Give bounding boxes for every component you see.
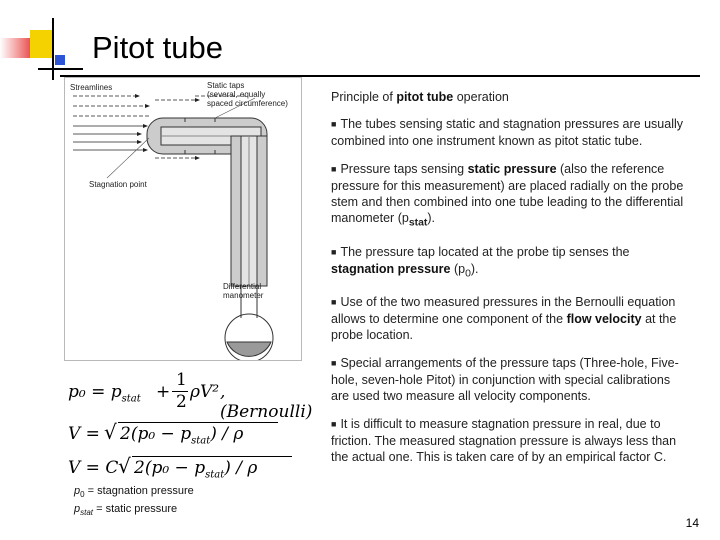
deco-horizontal-line <box>38 68 83 70</box>
text-heading <box>331 89 691 105</box>
bullet-marker: ■ <box>331 164 337 174</box>
bullet-5 <box>331 355 691 404</box>
bullet-1-text: The tubes sensing static and stagnation pressures are usually combined into one instrument known as pitot static tube. <box>331 117 683 148</box>
label-manometer-2: manometer <box>223 291 264 300</box>
label-manometer-1: Differential <box>223 282 262 291</box>
label-static-taps-1: Static taps <box>207 81 245 90</box>
label-stagnation-point: Stagnation point <box>89 180 147 189</box>
label-static-taps-3: spaced circumference) <box>207 99 288 108</box>
label-streamlines: Streamlines <box>70 83 113 92</box>
bullet-marker: ■ <box>331 297 337 307</box>
bullet-3-pre: The pressure tap located at the probe tip senses the <box>340 244 630 259</box>
bullet-marker: ■ <box>331 246 337 257</box>
eq-plus: + <box>156 382 171 402</box>
bullet-2-post: ). <box>427 211 435 225</box>
eq-v1-body: $2(p_0 - p_{stat}) / \rho$ <box>120 424 244 447</box>
velocity-equation <box>68 420 308 446</box>
heading-bold: pitot tube <box>396 90 454 104</box>
deco-vertical-line <box>52 18 54 80</box>
pitot-tube-diagram <box>64 77 302 361</box>
heading-post: operation <box>453 90 509 104</box>
bullet-3 <box>331 244 691 283</box>
legend-static: $p_{stat}$ = static pressure <box>74 503 178 518</box>
bullet-3-mid: (p <box>450 261 466 276</box>
eq-bernoulli-label: , (Bernoulli) <box>220 382 313 422</box>
bullet-2-mid: (also the reference pressure for this measurement) are placed radially on the probe stem and then combined into one tube leading to the differential manometer (p <box>331 162 684 225</box>
bullet-2-bold: static pressure <box>467 162 557 176</box>
bullet-4-bold: flow velocity <box>566 312 642 326</box>
legend-stagnation: $p_0$ = stagnation pressure <box>74 485 194 500</box>
bullet-marker: ■ <box>331 358 337 368</box>
bullet-3-post: ). <box>470 261 479 276</box>
eq-rho-v2: ρV² <box>190 382 220 402</box>
bullet-2-sub: stat <box>408 217 428 229</box>
bullet-marker: ■ <box>331 419 337 429</box>
probe-stem <box>231 136 267 286</box>
bullet-2-pre: Pressure taps sensing <box>340 162 468 176</box>
bullet-6-text: It is difficult to measure stagnation pressure in real, due to friction. The measured stagnation pressure is always less than the actual one. This is taken care of by an empirical factor C. <box>331 417 677 464</box>
eq-v1-lhs: V = <box>68 424 100 444</box>
bullet-3-bold: stagnation pressure <box>331 261 451 276</box>
bullet-1 <box>331 116 691 149</box>
bullet-4-pre: Use of the two measured pressures in the Bernoulli equation allows to determine one component of the <box>331 295 676 326</box>
bullet-5-text: Special arrangements of the pressure taps (Three-hole, Five-hole, seven-hole Pitot) in conjunction with special calibrations are used two measure all velocity components. <box>331 356 679 403</box>
text-column <box>331 89 691 477</box>
bullet-marker: ■ <box>331 119 337 129</box>
bullet-3-sub: 0 <box>465 268 471 279</box>
eq-frac-den: 2 <box>176 392 187 412</box>
eq-frac-num: 1 <box>176 370 187 390</box>
deco-yellow-square <box>30 30 54 58</box>
eq-v1-overline <box>118 422 278 423</box>
bernoulli-equation <box>68 370 318 422</box>
label-static-taps-2: (several, equally <box>207 90 266 99</box>
deco-blue-square <box>55 55 65 65</box>
bullet-6 <box>331 416 691 465</box>
eq-v2-overline <box>132 456 292 457</box>
bullet-4-post: at the probe location. <box>331 312 677 342</box>
corrected-velocity-equation <box>68 454 318 480</box>
eq-v2-body: $2(p_0 - p_{stat}) / \rho$ <box>134 458 258 481</box>
eq-v2-radical: √ <box>118 454 131 478</box>
pitot-diagram-svg <box>65 78 301 360</box>
eq-v2-lhs: V = C <box>68 458 119 478</box>
symbol-legend <box>74 484 194 520</box>
heading-pre: Principle of <box>331 90 397 104</box>
corner-decoration <box>0 0 95 80</box>
bullet-4 <box>331 294 691 343</box>
eq-bernoulli-lhs: $p_0 = p_{stat}$ <box>68 382 141 405</box>
bullet-2 <box>331 161 691 232</box>
slide-title: Pitot tube <box>92 30 223 65</box>
page-number: 14 <box>685 516 699 530</box>
eq-v1-radical: √ <box>104 420 117 444</box>
